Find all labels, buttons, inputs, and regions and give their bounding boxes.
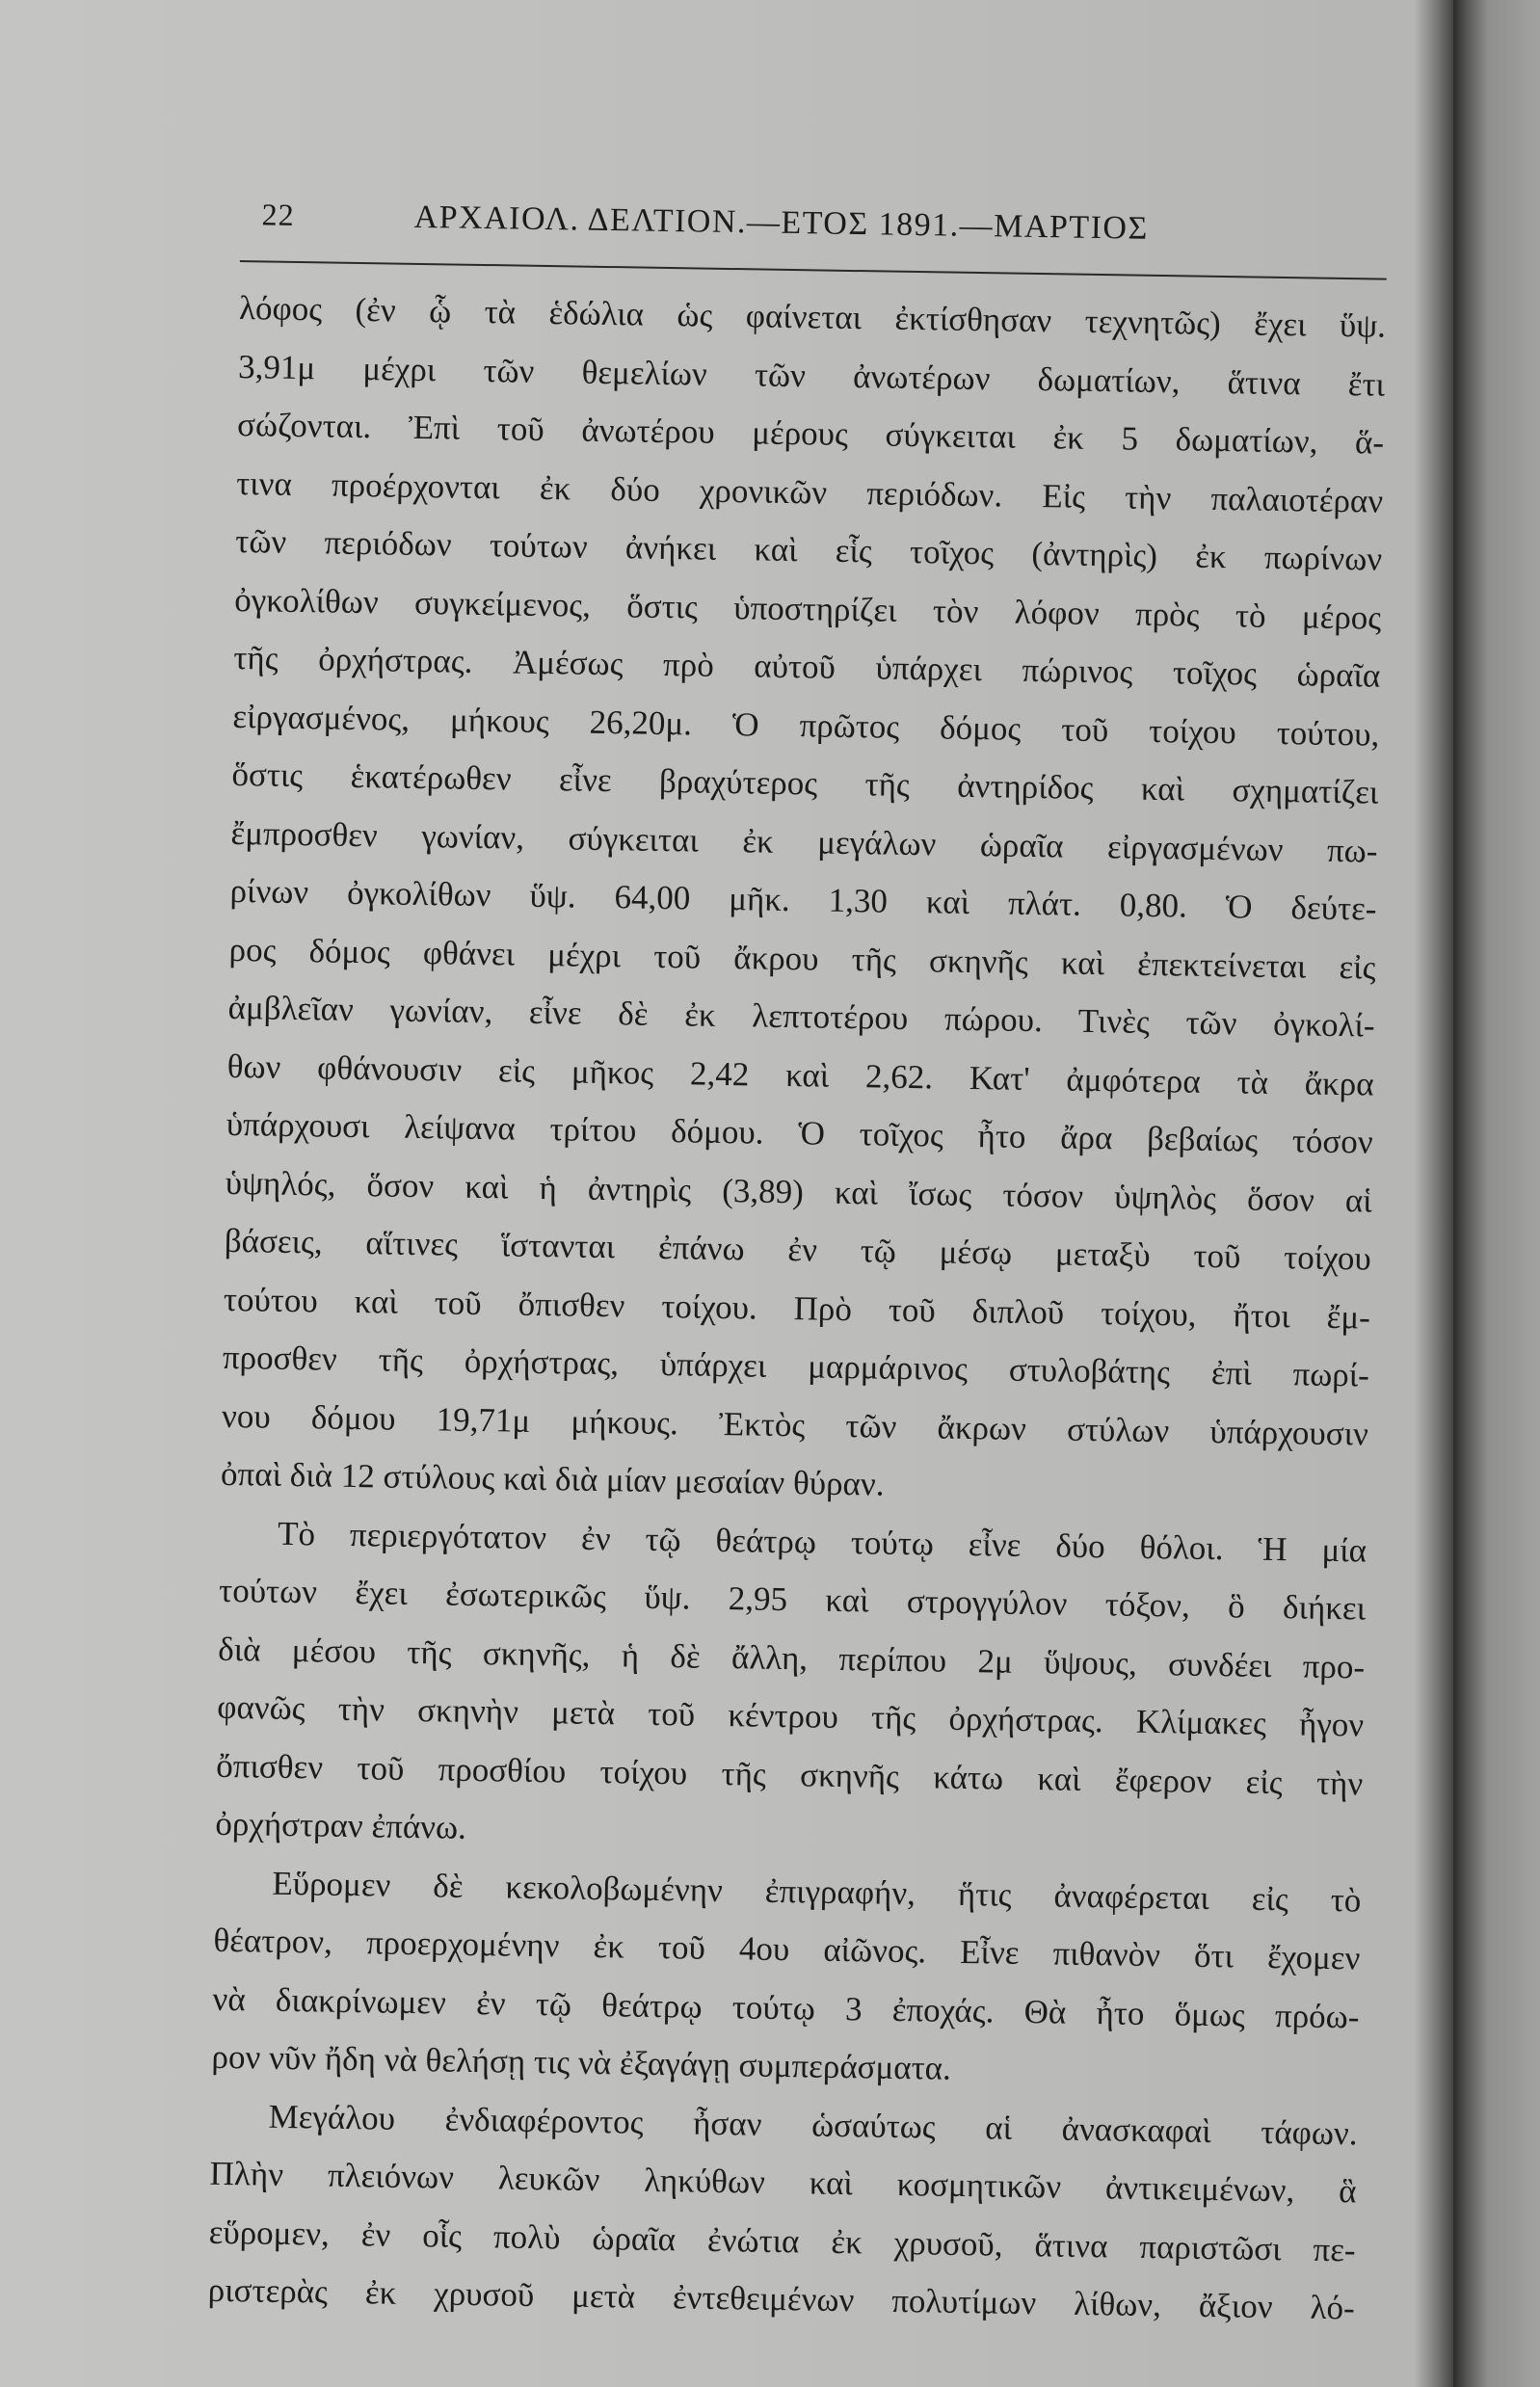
text-line: σώζονται. Ἐπὶ τοῦ ἀνωτέρου μέρους σύγκειται ἐκ 5 δωματίων, ἅ- bbox=[236, 405, 1385, 462]
text-line: εἰργασμένος, μήκους 26,20μ. Ὁ πρῶτος δόμος τοῦ τοίχου τούτου, bbox=[232, 697, 1380, 754]
text-line: τούτων ἔχει ἐσωτερικῶς ὕψ. 2,95 καὶ στρογγύλον τόξον, ὃ διήκει bbox=[218, 1571, 1367, 1628]
text-line: θων φθάνουσιν εἰς μῆκος 2,42 καὶ 2,62. Κατ' ἀμφότερα τὰ ἄκρα bbox=[226, 1047, 1374, 1103]
text-line: 3,91μ μέχρι τῶν θεμελίων τῶν ἀνωτέρων δωματίων, ἅτινα ἔτι bbox=[237, 347, 1386, 404]
text-line: ὄπισθεν τοῦ προσθίου τοίχου τῆς σκηνῆς κάτω καὶ ἔφερον εἰς τὴν bbox=[216, 1746, 1364, 1802]
text-line: ρος δόμος φθάνει μέχρι τοῦ ἄκρου τῆς σκηνῆς καὶ ἐπεκτείνεται εἰς bbox=[228, 930, 1376, 987]
text-line: εὕρομεν, ἐν οἷς πολὺ ὡραῖα ἐνώτια ἐκ χρυσοῦ, ἅτινα παριστῶσι πε- bbox=[208, 2213, 1356, 2268]
text-line: νου δόμου 19,71μ μήκους. Ἐκτὸς τῶν ἄκρων στύλων ὑπάρχουσιν bbox=[221, 1396, 1369, 1453]
text-line: τῆς ὀρχήστρας. Ἀμέσως πρὸ αὐτοῦ ὑπάρχει πώρινος τοῖχος ὡραῖα bbox=[233, 638, 1381, 695]
text-line: ὅστις ἑκατέρωθεν εἶνε βραχύτερος τῆς ἀντηρίδος καὶ σχηματίζει bbox=[231, 755, 1379, 811]
text-line: ἔμπροσθεν γωνίαν, σύγκειται ἐκ μεγάλων ὡραῖα εἰργασμένων πω- bbox=[230, 813, 1378, 870]
text-line: ρίνων ὀγκολίθων ὕψ. 64,00 μῆκ. 1,30 καὶ πλάτ. 0,80. Ὁ δεύτε- bbox=[229, 871, 1377, 928]
text-line: ὀρχήστραν ἐπάνω. bbox=[215, 1804, 467, 1846]
text-line: ἀμβλεῖαν γωνίαν, εἶνε δὲ ἐκ λεπτοτέρου πώρου. Τινὲς τῶν ὀγκολί- bbox=[227, 988, 1375, 1045]
text-line: ρον νῦν ἤδη νὰ θελήσῃ τις νὰ ἐξαγάγῃ συμπεράσματα. bbox=[211, 2037, 952, 2087]
text-block bbox=[207, 193, 1388, 2338]
text-line: διὰ μέσου τῆς σκηνῆς, ἡ δὲ ἄλλη, περίπου 2μ ὕψους, συνδέει προ- bbox=[217, 1630, 1366, 1686]
text-line: φανῶς τὴν σκηνὴν μετὰ τοῦ κέντρου τῆς ὀρχήστρας. Κλίμακες ἦγον bbox=[217, 1687, 1365, 1744]
book-binding-edge bbox=[1453, 0, 1540, 2387]
page-header bbox=[240, 193, 1388, 280]
text-line: ριστερὰς ἐκ χρυσοῦ μετὰ ἐντεθειμένων πολυτίμων λίθων, ἄξιον λό- bbox=[207, 2270, 1355, 2327]
text-line: Πλὴν πλειόνων λευκῶν ληκύθων καὶ κοσμητικῶν ἀντικειμένων, ἃ bbox=[209, 2154, 1357, 2211]
text-line: τινα προέρχονται ἐκ δύο χρονικῶν περιόδων. Εἰς τὴν παλαιοτέραν bbox=[235, 464, 1384, 520]
text-line: νὰ διακρίνωμεν ἐν τῷ θεάτρῳ τούτῳ 3 ἐποχάς. Θὰ ἦτο ὅμως πρόω- bbox=[212, 1979, 1360, 2035]
text-line: Μεγάλου ἐνδιαφέροντος ἦσαν ὡσαύτως αἱ ἀνασκαφαὶ τάφων. bbox=[268, 2097, 1358, 2152]
text-line: ὑπάρχουσι λείψανα τρίτου δόμου. Ὁ τοῖχος ἦτο ἄρα βεβαίως τόσον bbox=[226, 1104, 1373, 1161]
text-line: Εὕρομεν δὲ κεκολοβωμένην ἐπιγραφήν, ἥτις ἀναφέρεται εἰς τὸ bbox=[272, 1864, 1362, 1919]
binding-shadow bbox=[1415, 0, 1453, 2387]
text-line: ὑψηλός, ὅσον καὶ ἡ ἀντηρὶς (3,89) καὶ ἴσως τόσον ὑψηλὸς ὅσον αἱ bbox=[225, 1163, 1373, 1220]
page-number: 22 bbox=[261, 197, 295, 232]
text-line: τούτου καὶ τοῦ ὄπισθεν τοίχου. Πρὸ τοῦ διπλοῦ τοίχου, ἤτοι ἔμ- bbox=[223, 1280, 1371, 1337]
text-line: λόφος (ἐν ᾧ τὰ ἑδώλια ὡς φαίνεται ἐκτίσθησαν τεχνητῶς) ἔχει ὕψ. bbox=[238, 288, 1387, 345]
text-line: Τὸ περιεργότατον ἐν τῷ θεάτρῳ τούτῳ εἶνε δύο θόλοι. Ἡ μία bbox=[277, 1514, 1367, 1570]
text-line: προσθεν τῆς ὀρχήστρας, ὑπάρχει μαρμάρινος στυλοβάτης ἐπὶ πωρί- bbox=[222, 1338, 1370, 1394]
text-line: βάσεις, αἵτινες ἵστανται ἐπάνω ἐν τῷ μέσῳ μεταξὺ τοῦ τοίχου bbox=[224, 1221, 1372, 1278]
text-line: θέατρον, προερχομένην ἐκ τοῦ 4ου αἰῶνος. Εἶνε πιθανὸν ὅτι ἔχομεν bbox=[213, 1921, 1361, 1977]
text-line: ὀγκολίθων συγκείμενος, ὅστις ὑποστηρίζει τὸν λόφον πρὸς τὸ μέρος bbox=[234, 580, 1382, 637]
body-text bbox=[207, 279, 1386, 2338]
text-line: τῶν περιόδων τούτων ἀνήκει καὶ εἷς τοῖχος (ἀντηρὶς) ἐκ πωρίνων bbox=[235, 521, 1383, 578]
running-title: ΑΡΧΑΙΟΛ. ΔΕΛΤΙΟΝ.—ΕΤΟΣ 1891.—ΜΑΡΤΙΟΣ bbox=[413, 199, 1150, 247]
text-line: ὀπαὶ διὰ 12 στύλους καὶ διὰ μίαν μεσαίαν θύραν. bbox=[220, 1454, 885, 1503]
